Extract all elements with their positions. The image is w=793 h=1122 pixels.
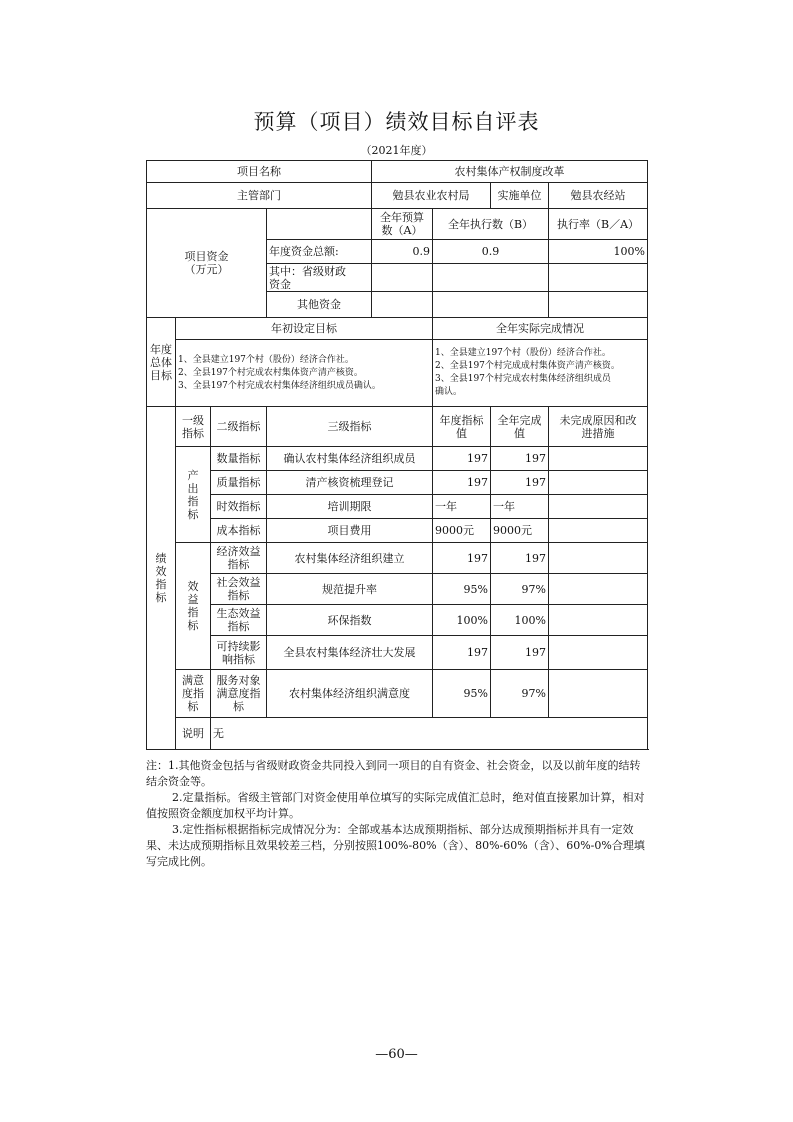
impl-label: 实施单位: [491, 183, 549, 209]
fund-row-exec: [433, 292, 549, 318]
goal-set-text: 1、全县建立197个村（股份）经济合作社。 2、全县197个村完成农村集体资产清产核资。 3、全县197个村完成农村集体经济组织成员确认。: [176, 340, 433, 407]
level3-cell: 环保指数: [267, 605, 433, 636]
level3-cell: 确认农村集体经济组织成员: [267, 447, 433, 471]
level2-cell: 质量指标: [211, 471, 267, 495]
footnote-3: 3.定性指标根据指标完成情况分为：全部或基本达成预期指标、部分达成预期指标并具有一定效果、未达成预期指标且效果较差三档，分别按照100%-80%（含）、80%-60%（含）、60%-0%合理填写完成比例。: [146, 823, 645, 868]
satisfaction-label: 满意 度指 标: [176, 670, 211, 718]
level3-cell: 全县农村集体经济壮大发展: [267, 636, 433, 670]
level3-cell: 规范提升率: [267, 574, 433, 605]
benefit-label: 效 益 指 标: [176, 543, 211, 670]
fund-row-budget: [372, 292, 433, 318]
footnote-2: 2.定量指标。省级主管部门对资金使用单位填写的实际完成值汇总时，绝对值直接累加计算，相对值按照资金额度加权平均计算。: [146, 791, 645, 820]
reason-cell: [549, 447, 648, 471]
fund-row-rate: [549, 264, 648, 292]
fund-row-label: 其中：省级财政 资金: [267, 264, 372, 292]
col-budget-header: 全年预算 数（A）: [372, 209, 433, 240]
reason-cell: [549, 543, 648, 574]
fund-row-exec: [433, 264, 549, 292]
target-cell: 9000元: [433, 519, 491, 543]
col-exec-header: 全年执行数（B）: [433, 209, 549, 240]
target-cell: 197: [433, 636, 491, 670]
remark-label: 说明: [176, 718, 211, 750]
goal-done-text: 1、全县建立197个村（股份）经济合作社。 2、全县197个村完成成村集体资产清产核资。 3、全县197个村完成农村集体经济组织成员 确认。: [433, 340, 648, 407]
page-title: 预算（项目）绩效目标自评表: [253, 110, 540, 134]
project-name-label: 项目名称: [147, 161, 372, 183]
level2-cell: 生态效益 指标: [211, 605, 267, 636]
actual-cell: 100%: [491, 605, 549, 636]
year-label: （2021年度）: [360, 144, 433, 157]
fund-row-label: 年度资金总额:: [267, 240, 372, 264]
level3-cell: 清产核资梳理登记: [267, 471, 433, 495]
reason-cell: [549, 471, 648, 495]
level3-cell: 项目费用: [267, 519, 433, 543]
header-actual: 全年完成 值: [491, 407, 549, 447]
fund-row-rate: 100%: [549, 240, 648, 264]
actual-cell: 197: [491, 471, 549, 495]
level2-cell: 成本指标: [211, 519, 267, 543]
goal-label: 年度 总体 目标: [147, 318, 176, 407]
level3-cell: 培训期限: [267, 495, 433, 519]
footnotes: [146, 758, 649, 870]
target-cell: 197: [433, 447, 491, 471]
dept-value: 勉县农业农村局: [372, 183, 491, 209]
actual-cell: 197: [491, 636, 549, 670]
level2-cell: 可持续影 响指标: [211, 636, 267, 670]
fund-row-rate: [549, 292, 648, 318]
reason-cell: [549, 670, 648, 718]
header-level2: 二级指标: [211, 407, 267, 447]
actual-cell: 一年: [491, 495, 549, 519]
reason-cell: [549, 605, 648, 636]
fund-row-label: 其他资金: [267, 292, 372, 318]
page-number: —60—: [375, 1047, 418, 1062]
target-cell: 一年: [433, 495, 491, 519]
header-level1: 一级 指标: [176, 407, 211, 447]
target-cell: 100%: [433, 605, 491, 636]
remark-value: 无: [211, 718, 648, 750]
target-cell: 197: [433, 471, 491, 495]
header-target: 年度指标 值: [433, 407, 491, 447]
reason-cell: [549, 636, 648, 670]
fund-row-budget: [372, 264, 433, 292]
fund-header-blank: [267, 209, 372, 240]
goal-set-header: 年初设定目标: [176, 318, 433, 340]
perf-label: 绩 效 指 标: [147, 407, 176, 750]
col-rate-header: 执行率（B／A）: [549, 209, 648, 240]
level2-cell: 社会效益 指标: [211, 574, 267, 605]
level3-cell: 农村集体经济组织建立: [267, 543, 433, 574]
level2-cell: 服务对象 满意度指 标: [211, 670, 267, 718]
fund-row-exec: 0.9: [433, 240, 549, 264]
level2-cell: 经济效益 指标: [211, 543, 267, 574]
reason-cell: [549, 519, 648, 543]
reason-cell: [549, 574, 648, 605]
self-evaluation-table: [146, 160, 648, 750]
level3-cell: 农村集体经济组织满意度: [267, 670, 433, 718]
target-cell: 197: [433, 543, 491, 574]
dept-label: 主管部门: [147, 183, 372, 209]
goal-done-header: 全年实际完成情况: [433, 318, 648, 340]
level2-cell: 时效指标: [211, 495, 267, 519]
actual-cell: 97%: [491, 670, 549, 718]
header-level3: 三级指标: [267, 407, 433, 447]
fund-label: 项目资金 （万元）: [147, 209, 267, 318]
target-cell: 95%: [433, 670, 491, 718]
actual-cell: 97%: [491, 574, 549, 605]
level2-cell: 数量指标: [211, 447, 267, 471]
fund-row-budget: 0.9: [372, 240, 433, 264]
footnote-1: 注：1.其他资金包括与省级财政资金共同投入到同一项目的自有资金、社会资金，以及以前年度的结转结余资金等。: [146, 759, 641, 788]
actual-cell: 197: [491, 447, 549, 471]
header-reason: 未完成原因和改 进措施: [549, 407, 648, 447]
impl-value: 勉县农经站: [549, 183, 648, 209]
project-name-value: 农村集体产权制度改革: [372, 161, 648, 183]
output-label: 产 出 指 标: [176, 447, 211, 543]
actual-cell: 9000元: [491, 519, 549, 543]
reason-cell: [549, 495, 648, 519]
target-cell: 95%: [433, 574, 491, 605]
actual-cell: 197: [491, 543, 549, 574]
